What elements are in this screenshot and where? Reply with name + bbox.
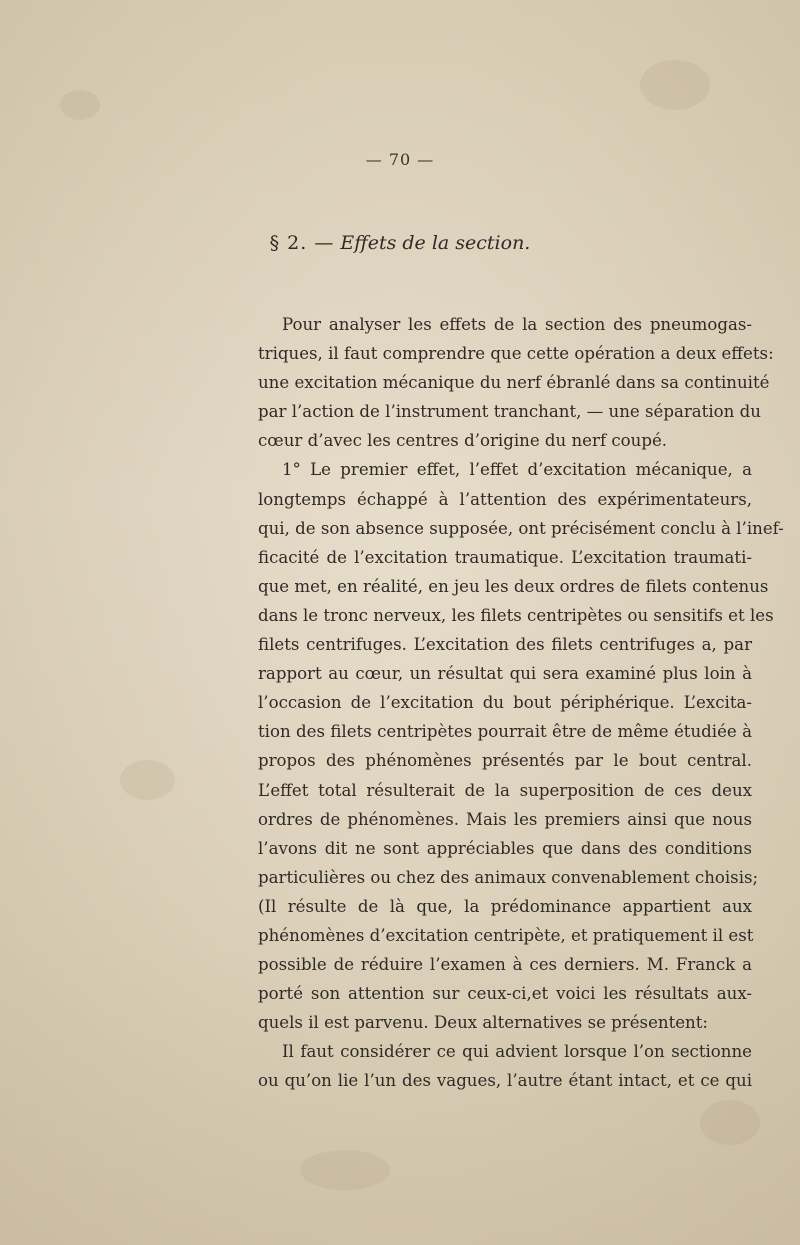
text-line: (Il résulte de là que, la prédominance appartient aux (258, 896, 752, 916)
text-line: quels il est parvenu. Deux alternatives se présentent: (258, 1013, 709, 1033)
text-line: ficacité de l’excitation traumatique. L’excitation traumati- (258, 547, 752, 567)
text-line: Pour analyser les effets de la section des pneumogas- (282, 315, 752, 334)
text-line: tion des filets centripètes pourrait être de même étudiée à (258, 722, 752, 742)
text-line: longtemps échappé à l’attention des expérimentateurs, (258, 489, 752, 509)
paper-stain (300, 1150, 390, 1190)
text-line: cœur d’avec les centres d’origine du nerf coupé. (258, 431, 668, 451)
text-line: qui, de son absence supposée, ont précisément conclu à l’inef- (258, 518, 784, 538)
text-line: porté son attention sur ceux-ci,et voici les résultats aux- (258, 984, 752, 1004)
text-line: phénomènes d’excitation centripète, et pratiquement il est (258, 925, 754, 945)
paper-stain (640, 60, 710, 110)
page-number: — 70 — (365, 150, 435, 169)
text-line: par l’action de l’instrument tranchant, — une séparation du (258, 402, 761, 422)
text-line: possible de réduire l’examen à ces derniers. M. Franck a (258, 955, 752, 975)
text-line: dans le tronc nerveux, les filets centripètes ou sensitifs et les (258, 605, 774, 625)
text-line: l’avons dit ne sont appréciables que dans des conditions (258, 838, 752, 858)
text-line: 1° Le premier effet, l’effet d’excitation mécanique, a (282, 460, 752, 480)
paper-stain (120, 760, 175, 800)
text-line: rapport au cœur, un résultat qui sera examiné plus loin à (258, 664, 752, 684)
text-line: filets centrifuges. L’excitation des filets centrifuges a, par (258, 635, 752, 655)
section-heading (0, 232, 800, 254)
section-number: § 2. — (269, 232, 335, 254)
text-line: ordres de phénomènes. Mais les premiers ainsi que nous (258, 809, 752, 829)
text-line: une excitation mécanique du nerf ébranlé dans sa continuité (258, 373, 770, 393)
text-line: triques, il faut comprendre que cette opération a deux effets: (258, 344, 774, 364)
text-line: que met, en réalité, en jeu les deux ordres de filets contenus (258, 576, 769, 596)
text-line: particulières ou chez des animaux convenablement choisis; (258, 867, 759, 887)
text-line: ou qu’on lie l’un des vagues, l’autre étant intact, et ce qui (258, 1071, 752, 1091)
text-line: l’occasion de l’excitation du bout périphérique. L’excita- (258, 693, 752, 713)
section-title: Effets de la section. (340, 232, 531, 254)
text-line: propos des phénomènes présentés par le bout central. (258, 751, 752, 771)
text-line: Il faut considérer ce qui advient lorsque l’on sectionne (282, 1042, 752, 1062)
text-line: L’effet total résulterait de la superposition de ces deux (258, 780, 752, 800)
paper-stain (60, 90, 100, 120)
paper-stain (700, 1100, 760, 1145)
body-text (258, 310, 784, 1096)
